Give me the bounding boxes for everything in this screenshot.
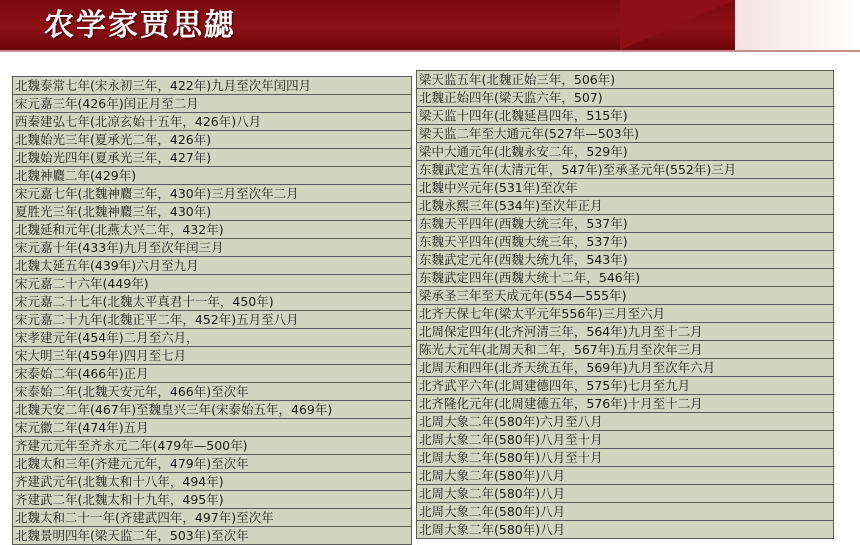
table-cell: 宋元嘉二十九年(北魏正平二年，452年)五月至八月	[13, 311, 412, 329]
table-cell: 北齐天保七年(梁太平元年556年)三月至六月	[417, 305, 834, 323]
table-cell: 宋元嘉三年(426年)闰正月至二月	[13, 95, 412, 113]
table-cell: 北魏正始四年(梁天监六年，507)	[417, 89, 834, 107]
table-row	[417, 89, 834, 107]
table-cell: 北魏始光三年(夏承光二年，426年)	[13, 131, 412, 149]
table-cell: 北周大象二年(580年)八月	[417, 485, 834, 503]
table-row	[417, 107, 834, 125]
table-cell: 北周大象二年(580年)八月	[417, 503, 834, 521]
table-row	[417, 377, 834, 395]
table-cell: 北魏景明四年(梁天监二年，503年)至次年	[13, 527, 412, 545]
table-cell: 宋元嘉二十六年(449年)	[13, 275, 412, 293]
table-cell: 梁天监五年(北魏正始三年，506年)	[417, 71, 834, 89]
table-cell: 北魏中兴元年(531年)至次年	[417, 179, 834, 197]
table-row	[13, 491, 412, 509]
table-cell: 北齐隆化元年(北周建德五年，576年)十月至十二月	[417, 395, 834, 413]
table-row	[417, 431, 834, 449]
table-row	[13, 311, 412, 329]
table-cell: 西秦建弘七年(北凉玄始十五年，426年)八月	[13, 113, 412, 131]
table-cell: 北魏延和元年(北燕太兴二年，432年)	[13, 221, 412, 239]
table-row	[417, 251, 834, 269]
table-cell: 北魏太和三年(齐建元元年，479年)至次年	[13, 455, 412, 473]
table-row	[13, 77, 412, 95]
table-row	[13, 293, 412, 311]
table-cell: 北魏天安二年(467年)至魏皇兴三年(宋泰始五年，469年)	[13, 401, 412, 419]
table-cell: 北周大象二年(580年)八月	[417, 521, 834, 539]
table-cell: 北周保定四年(北齐河清三年，564年)九月至十二月	[417, 323, 834, 341]
banner-wedge	[620, 0, 735, 50]
table-row	[417, 323, 834, 341]
table-cell: 北魏始光四年(夏承光三年，427年)	[13, 149, 412, 167]
table-row	[417, 413, 834, 431]
table-cell: 宋大明三年(459年)四月至七月	[13, 347, 412, 365]
table-row	[13, 95, 412, 113]
page-title: 农学家贾思勰	[44, 8, 236, 43]
table-row	[417, 287, 834, 305]
table-row	[13, 203, 412, 221]
table-row	[417, 143, 834, 161]
table-row	[13, 437, 412, 455]
table-cell: 北齐武平六年(北周建德四年，575年)七月至九月	[417, 377, 834, 395]
table-cell: 东魏武定五年(太清元年，547年)至承圣元年(552年)三月	[417, 161, 834, 179]
table-row	[13, 527, 412, 545]
table-row	[417, 197, 834, 215]
table-row	[417, 467, 834, 485]
table-cell: 齐建武元年(北魏太和十八年，494年)	[13, 473, 412, 491]
table-row	[13, 509, 412, 527]
table-row	[13, 275, 412, 293]
table-row	[13, 455, 412, 473]
table-cell: 夏胜光三年(北魏神麚三年，430年)	[13, 203, 412, 221]
table-cell: 北魏神麚二年(429年)	[13, 167, 412, 185]
right-table	[416, 70, 834, 539]
table-cell: 宋元嘉十年(433年)九月至次年闰三月	[13, 239, 412, 257]
table-row	[13, 365, 412, 383]
table-cell: 宋泰始二年(466年)正月	[13, 365, 412, 383]
table-cell: 梁承圣三年至天成元年(554—555年)	[417, 287, 834, 305]
table-row	[417, 485, 834, 503]
table-row	[417, 341, 834, 359]
table-cell: 宋元嘉二十七年(北魏太平真君十一年，450年)	[13, 293, 412, 311]
table-cell: 梁中大通元年(北魏永安二年，529年)	[417, 143, 834, 161]
table-cell: 齐建元元年至齐永元二年(479年—500年)	[13, 437, 412, 455]
table-cell: 东魏天平四年(西魏大统三年，537年)	[417, 233, 834, 251]
table-row	[13, 113, 412, 131]
table-cell: 陈光大元年(北周天和二年，567年)五月至次年三月	[417, 341, 834, 359]
table-row	[417, 215, 834, 233]
table-row	[417, 179, 834, 197]
table-row	[13, 149, 412, 167]
table-cell: 宋元徽二年(474年)五月	[13, 419, 412, 437]
table-row	[13, 131, 412, 149]
table-row	[417, 233, 834, 251]
banner-divider	[0, 50, 860, 52]
table-row	[417, 269, 834, 287]
table-row	[13, 329, 412, 347]
table-cell: 北周大象二年(580年)八月至十月	[417, 449, 834, 467]
table-cell: 北魏泰常七年(宋永初三年，422年)九月至次年闰四月	[13, 77, 412, 95]
table-cell: 北周天和四年(北齐天统五年，569年)九月至次年六月	[417, 359, 834, 377]
table-row	[417, 395, 834, 413]
table-row	[13, 347, 412, 365]
table-row	[13, 419, 412, 437]
table-cell: 北周大象二年(580年)六月至八月	[417, 413, 834, 431]
table-cell: 东魏武定元年(西魏大统九年，543年)	[417, 251, 834, 269]
banner-fade	[735, 0, 860, 50]
table-row	[13, 185, 412, 203]
table-row	[13, 239, 412, 257]
table-cell: 梁天监十四年(北魏延昌四年，515年)	[417, 107, 834, 125]
table-row	[417, 359, 834, 377]
table-cell: 东魏武定四年(西魏大统十二年，546年)	[417, 269, 834, 287]
left-table	[12, 76, 412, 545]
table-row	[417, 161, 834, 179]
table-row	[13, 221, 412, 239]
table-cell: 北魏太延五年(439年)六月至九月	[13, 257, 412, 275]
table-row	[417, 449, 834, 467]
table-cell: 北周大象二年(580年)八月	[417, 467, 834, 485]
table-cell: 宋泰始二年(北魏天安元年，466年)至次年	[13, 383, 412, 401]
table-row	[13, 167, 412, 185]
table-row	[417, 521, 834, 539]
table-cell: 齐建武二年(北魏太和十九年，495年)	[13, 491, 412, 509]
table-row	[417, 71, 834, 89]
table-cell: 北魏太和二十一年(齐建武四年，497年)至次年	[13, 509, 412, 527]
table-row	[13, 257, 412, 275]
table-cell: 宋孝建元年(454年)二月至六月，	[13, 329, 412, 347]
table-cell: 北周大象二年(580年)八月至十月	[417, 431, 834, 449]
table-cell: 北魏永熙三年(534年)至次年正月	[417, 197, 834, 215]
title-banner	[0, 0, 860, 50]
table-cell: 东魏天平四年(西魏大统三年，537年)	[417, 215, 834, 233]
table-row	[13, 401, 412, 419]
table-row	[13, 473, 412, 491]
table-cell: 宋元嘉七年(北魏神麚三年，430年)三月至次年二月	[13, 185, 412, 203]
table-row	[13, 383, 412, 401]
table-cell: 梁天监二年至大通元年(527年—503年)	[417, 125, 834, 143]
table-row	[417, 305, 834, 323]
table-row	[417, 125, 834, 143]
table-row	[417, 503, 834, 521]
